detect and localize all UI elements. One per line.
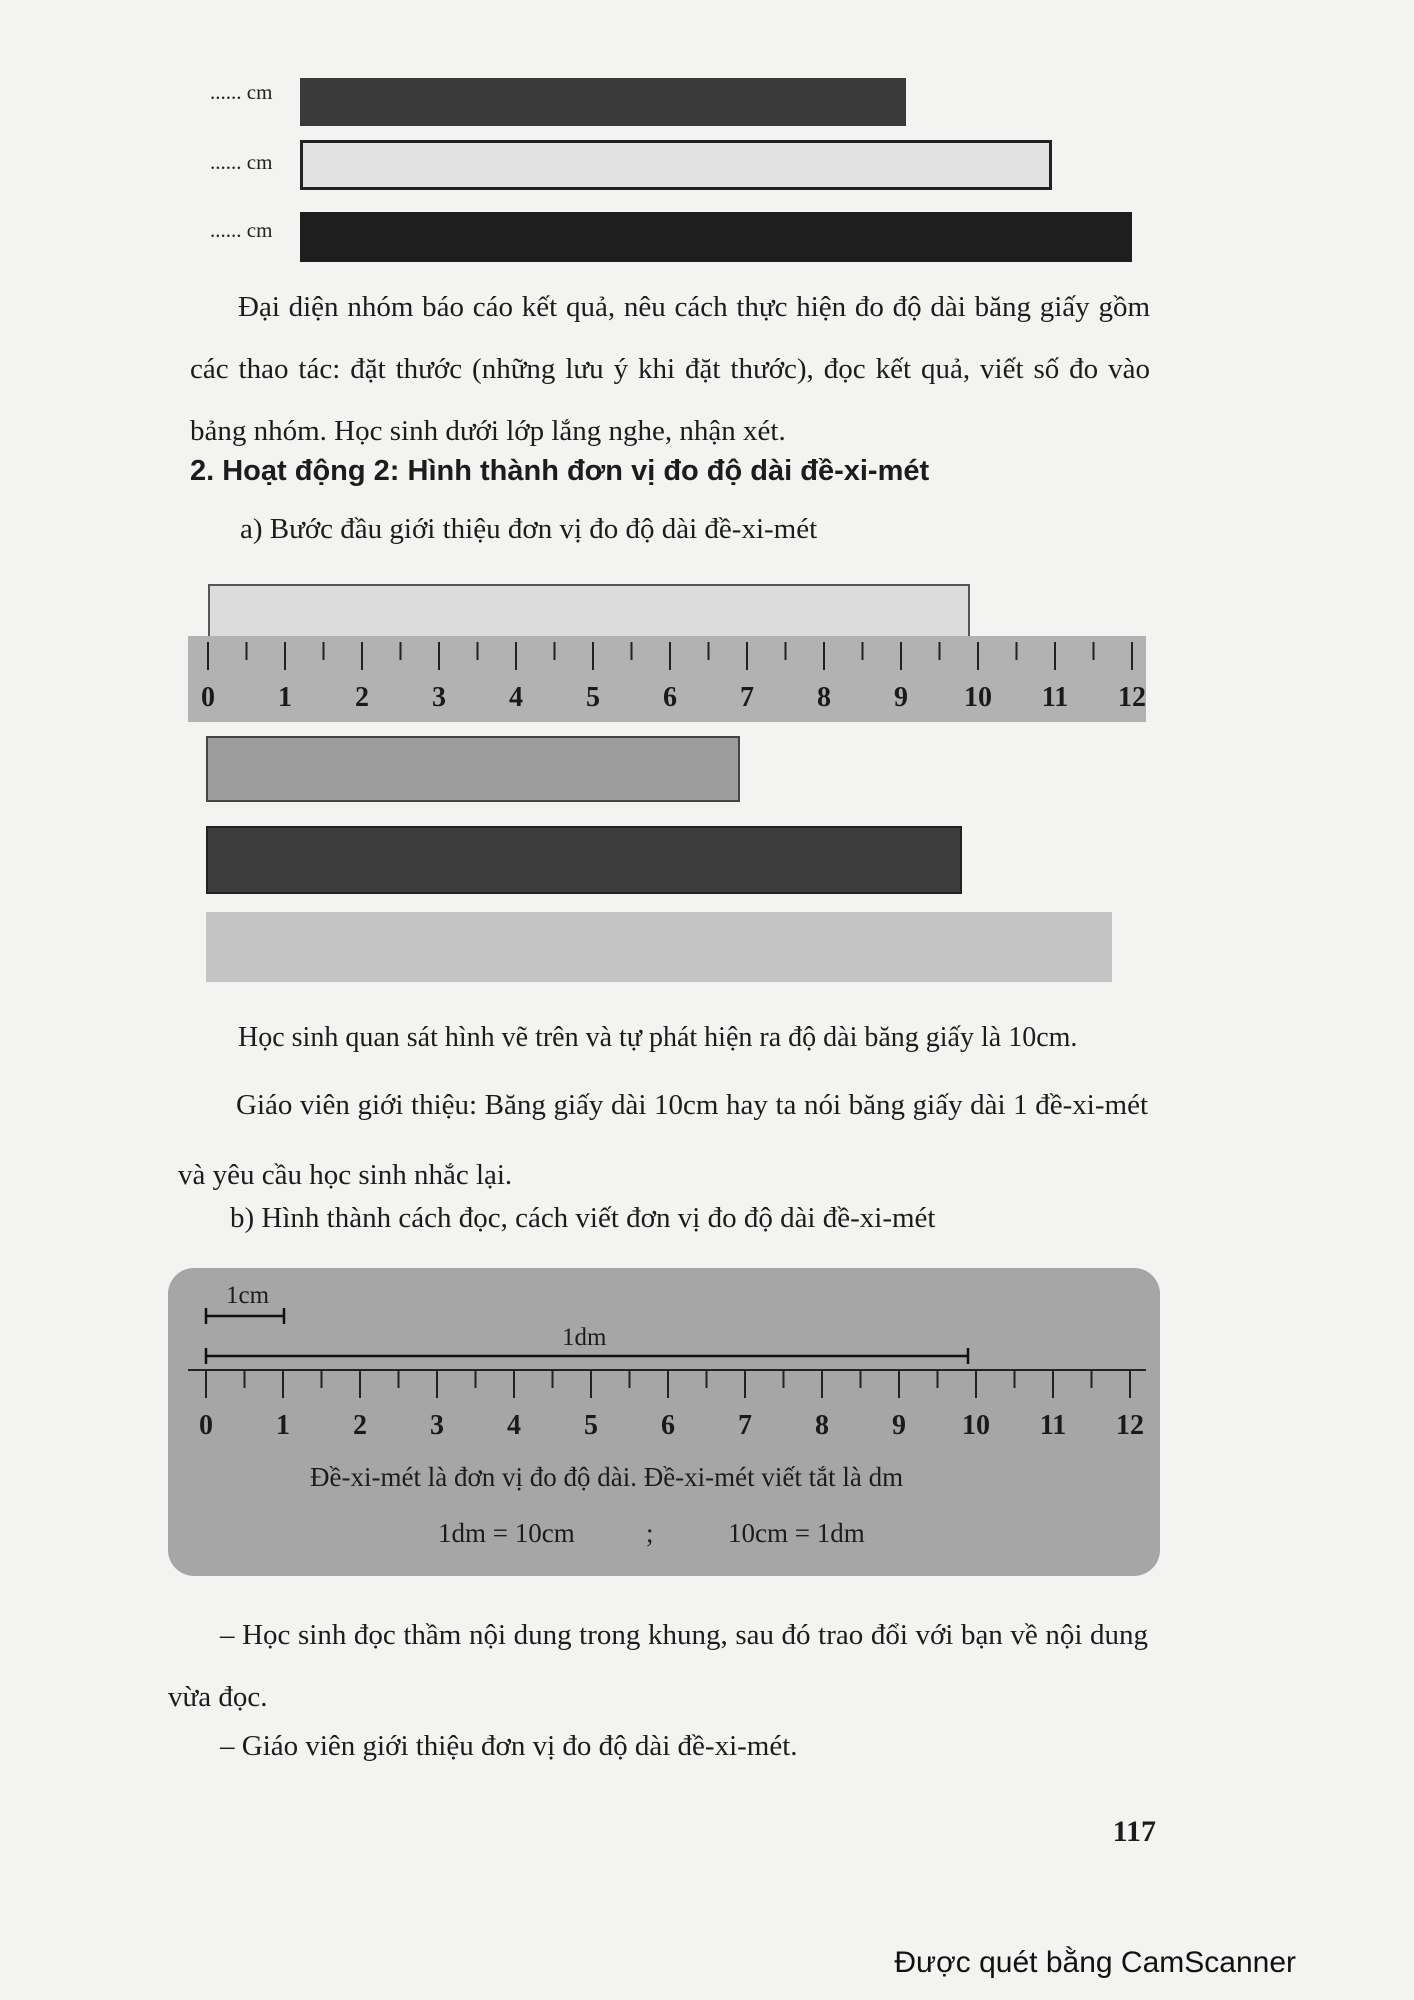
ruler-number: 4 xyxy=(509,682,523,713)
label-1dm: 1dm xyxy=(562,1324,607,1351)
equation-separator: ; xyxy=(646,1518,654,1548)
ruler-number: 11 xyxy=(1039,1410,1067,1441)
ruler-number: 12 xyxy=(1118,682,1146,713)
subheading-b: b) Hình thành cách đọc, cách viết đơn vị đo độ dài đề-xi-mét xyxy=(230,1202,936,1234)
paragraph-observe: Học sinh quan sát hình vẽ trên và tự phát hiện ra độ dài băng giấy là 10cm. xyxy=(238,1022,1078,1053)
ruler-number: 2 xyxy=(353,1410,367,1441)
ruler-number: 5 xyxy=(586,682,600,713)
paper-strip xyxy=(300,212,1132,262)
paragraph-teacher: Giáo viên giới thiệu: Băng giấy dài 10cm hay ta nói băng giấy dài 1 đề-xi-mét và yêu cầu học sinh nhắc lại. xyxy=(178,1089,1148,1191)
ruler xyxy=(188,636,1146,722)
strip-label: ...... cm xyxy=(210,218,273,242)
ruler-number: 9 xyxy=(892,1410,906,1441)
ruler-number: 12 xyxy=(1116,1410,1144,1441)
paragraph-report: Đại diện nhóm báo cáo kết quả, nêu cách thực hiện đo độ dài băng giấy gồm các thao tác: đặt thước (những lưu ý khi đặt thước), đọc kết quả, viết số đo vào bảng nhóm. Học sinh dưới lớp lắng nghe, nhận xét. xyxy=(190,291,1150,447)
ruler-number: 10 xyxy=(964,682,992,713)
compare-strip-long xyxy=(206,912,1112,982)
ruler-number: 7 xyxy=(740,682,754,713)
ruler-number: 8 xyxy=(815,1410,829,1441)
compare-strip-10cm xyxy=(206,826,962,894)
section-heading: 2. Hoạt động 2: Hình thành đơn vị đo độ dài đề-xi-mét xyxy=(190,455,930,487)
scanner-watermark: Được quét bằng CamScanner xyxy=(894,1946,1296,1979)
ruler xyxy=(188,1368,1146,1450)
paper-strip xyxy=(300,78,906,126)
ruler-number: 10 xyxy=(962,1410,990,1441)
paper-strip xyxy=(300,140,1052,190)
ruler-number: 0 xyxy=(201,682,215,713)
ruler-number: 0 xyxy=(199,1410,213,1441)
ruler-number: 2 xyxy=(355,682,369,713)
ruler-number: 1 xyxy=(278,682,292,713)
definition-text: Đề-xi-mét là đơn vị đo độ dài. Đề-xi-mét viết tắt là dm xyxy=(310,1462,904,1492)
ruler-number: 8 xyxy=(817,682,831,713)
ruler-number: 9 xyxy=(894,682,908,713)
bullet-2: – Giáo viên giới thiệu đơn vị đo độ dài đề-xi-mét. xyxy=(220,1730,798,1762)
ruler-number: 3 xyxy=(432,682,446,713)
bullet-1: – Học sinh đọc thầm nội dung trong khung, sau đó trao đổi với bạn về nội dung vừa đọc. xyxy=(168,1619,1148,1713)
strip-label: ...... cm xyxy=(210,80,273,104)
equation-right: 10cm = 1dm xyxy=(728,1518,865,1548)
paper-strip-on-ruler xyxy=(208,584,970,638)
ruler-number: 3 xyxy=(430,1410,444,1441)
compare-strip-short xyxy=(206,736,740,802)
ruler-number: 4 xyxy=(507,1410,521,1441)
equation-left: 1dm = 10cm xyxy=(438,1518,575,1548)
definition-box xyxy=(168,1268,1160,1576)
ruler-number: 7 xyxy=(738,1410,752,1441)
subheading-a: a) Bước đầu giới thiệu đơn vị đo độ dài đề-xi-mét xyxy=(240,513,818,545)
ruler-number: 6 xyxy=(661,1410,675,1441)
page-number: 117 xyxy=(1112,1815,1156,1848)
ruler-number: 6 xyxy=(663,682,677,713)
strip-label: ...... cm xyxy=(210,150,273,174)
ruler-number: 1 xyxy=(276,1410,290,1441)
label-1cm: 1cm xyxy=(226,1282,270,1309)
ruler-number: 11 xyxy=(1041,682,1069,713)
ruler-number: 5 xyxy=(584,1410,598,1441)
